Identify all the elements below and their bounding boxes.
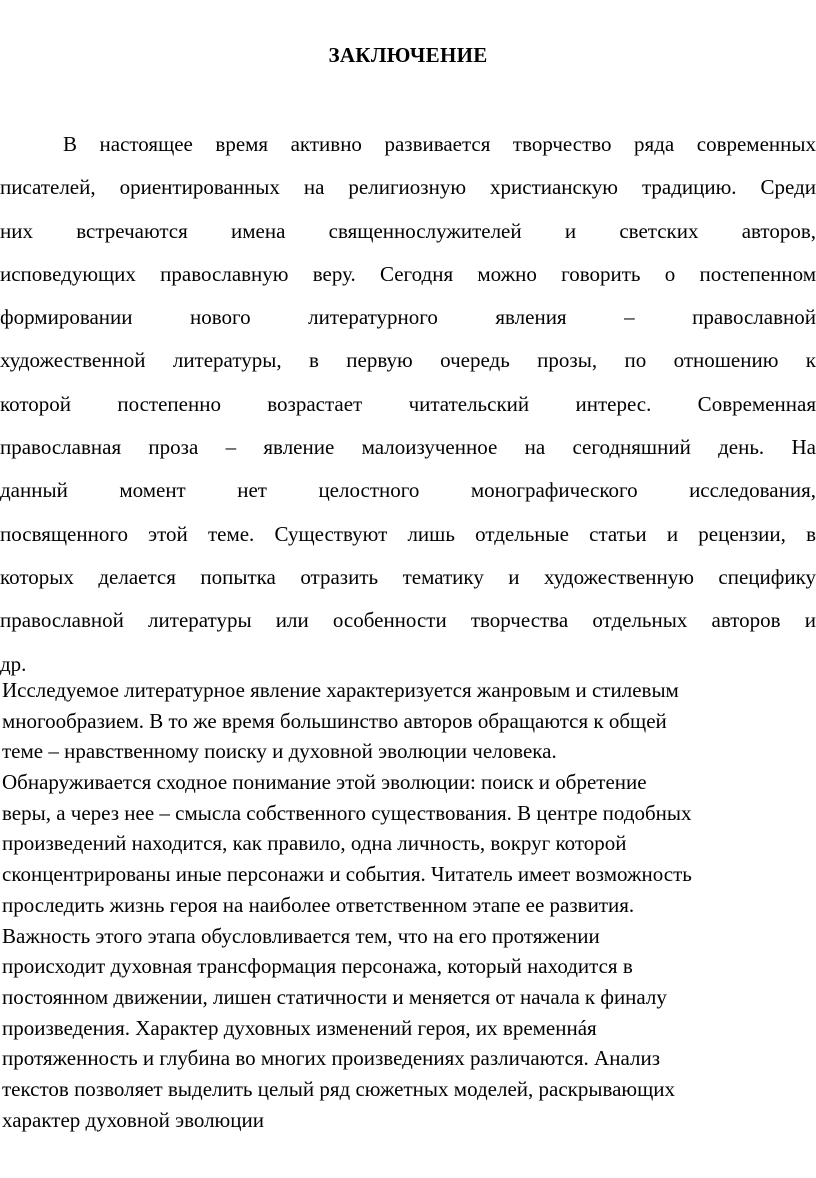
paragraph-1-line: художественной литературы, в первую очередь прозы, по отношению к [0,348,816,373]
paragraph-1-line: них встречаются имена священнослужителей и светских авторов, [0,218,816,243]
paragraph-2-line: Исследуемое литературное явление характеризуется жанровым и стилевым [2,678,679,702]
paragraph-1-line: посвященного этой теме. Существуют лишь отдельные статьи и рецензии, в [0,521,816,546]
paragraph-2-line: Важность этого этапа обусловливается тем, что на его протяжении [2,923,600,948]
paragraph-2-line: проследить жизнь героя на наиболее ответственном этапе ее развития. [2,892,635,917]
paragraph-1-line: православной литературы или особенности творчества отдельных авторов и [0,608,816,633]
paragraph-2-line: Обнаруживается сходное понимание этой эволюции: поиск и обретение [2,770,647,795]
paragraph-2-line: постоянном движении, лишен статичности и меняется от начала к финалу [2,984,667,1009]
paragraph-1-line: В настоящее время активно развивается творчество ряда современных [63,132,816,156]
paragraph-2-line: протяженность и глубина во многих произведениях различаются. Анализ [2,1046,660,1071]
document-title: ЗАКЛЮЧЕНИЕ [328,43,488,67]
paragraph-2-line: характер духовной эволюции [2,1107,264,1132]
paragraph-2 [2,675,814,1135]
paragraph-2-line: произведения. Характер духовных изменений героя, их временнáя [2,1015,597,1040]
paragraph-1-line: православная проза – явление малоизученное на сегодняшний день. На [0,435,816,460]
paragraph-2-line: произведений находится, как правило, одна личность, вокруг которой [2,831,627,856]
paragraph-1-line: которой постепенно возрастает читательский интерес. Современная [0,391,816,416]
paragraph-1-line: др. [0,651,27,676]
paragraph-1-line: формировании нового литературного явления – православной [0,305,816,330]
paragraph-2-line: сконцентрированы иные персонажи и события. Читатель имеет возможность [2,862,692,887]
paragraph-2-line: текстов позволяет выделить целый ряд сюжетных моделей, раскрывающих [2,1076,676,1101]
paragraph-2-line: многообразием. В то же время большинство авторов обращаются к общей [2,708,667,733]
paragraph-2-line: теме – нравственному поиску и духовной эволюции человека. [2,739,557,764]
paragraph-2-line: происходит духовная трансформация персонажа, который находится в [2,954,633,979]
paragraph-1-line: которых делается попытка отразить тематику и художественную специфику [0,564,816,589]
paragraph-1-line: данный момент нет целостного монографического исследования, [0,478,816,503]
paragraph-1-line: исповедующих православную веру. Сегодня можно говорить о постепенном [0,261,816,286]
paragraph-1-line: писателей, ориентированных на религиозную христианскую традицию. Среди [0,175,816,200]
paragraph-2-line: веры, а через нее – смысла собственного существования. В центре подобных [2,800,692,825]
paragraph-1 [0,123,816,686]
